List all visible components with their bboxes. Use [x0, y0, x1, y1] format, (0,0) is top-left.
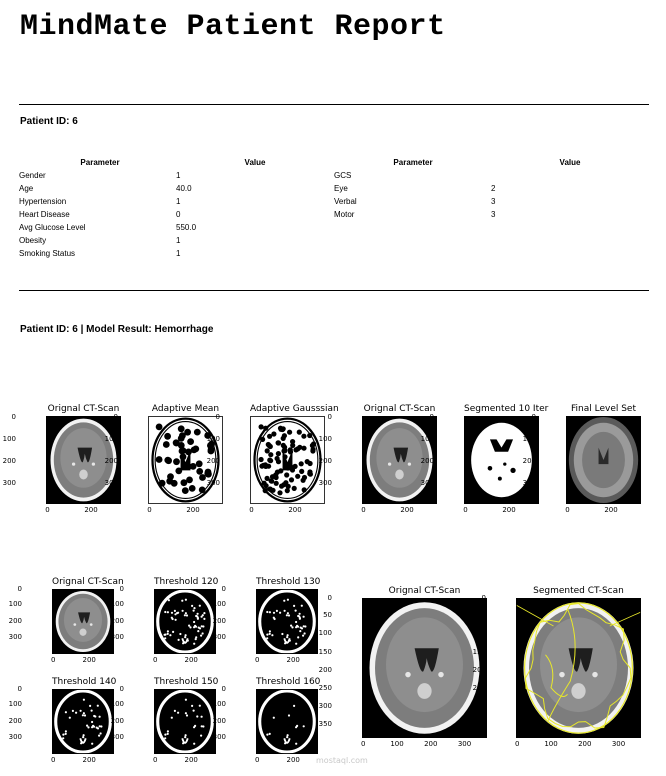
large-panel-2-xtick: 0	[515, 740, 520, 748]
value-glucose: 550.0	[176, 223, 197, 232]
row1-panel-5-xtick: 200	[502, 506, 516, 514]
param-age: Age	[19, 184, 34, 193]
grid-panel-5-ytick: 100	[110, 700, 124, 709]
row1-panel-2-ytick: 0	[113, 412, 118, 421]
row1-panel-2-ytick: 100	[104, 434, 118, 443]
value-hypertension: 1	[176, 197, 181, 206]
large-panel-1-xtick: 200	[424, 740, 438, 748]
row1-panel-4-ytick: 100	[318, 434, 332, 443]
grid-panel-6-ytick: 0	[221, 685, 226, 694]
grid-panel-3-ytick: 200	[212, 616, 226, 625]
large-panel-1-ytick: 50	[323, 611, 332, 620]
grid-panel-2-xtick: 200	[184, 656, 198, 664]
row1-panel-3-ytick: 200	[206, 456, 220, 465]
large-panel-1-ytick: 0	[327, 594, 332, 603]
row1-panel-6-ytick: 100	[522, 434, 536, 443]
grid-panel-5-title: Threshold 150	[154, 677, 219, 687]
value-verbal: 3	[491, 197, 496, 206]
grid-panel-2-ytick: 100	[110, 600, 124, 609]
divider-middle	[19, 290, 649, 291]
grid-panel-5-xtick: 200	[184, 756, 198, 764]
row1-panel-3-xtick: 0	[249, 506, 254, 514]
model-result-line: Patient ID: 6 | Model Result: Hemorrhage	[20, 324, 214, 335]
grid-panel-1-title: Orignal CT-Scan	[52, 577, 124, 587]
row1-panel-3-ytick: 300	[206, 478, 220, 487]
grid-panel-2-title: Threshold 120	[154, 577, 219, 587]
large-panel-1-ytick: 100	[318, 629, 332, 638]
grid-panel-4-ytick: 300	[8, 732, 22, 741]
table-header-parameter-1: Parameter	[80, 158, 120, 167]
param-glucose: Avg Glucose Level	[19, 223, 86, 232]
parameter-table	[0, 0, 666, 270]
grid-panel-3-xtick: 0	[255, 656, 260, 664]
grid-panel-4-ytick: 200	[8, 716, 22, 725]
row1-panel-1-ytick: 200	[2, 456, 16, 465]
large-panel-1-xtick: 100	[390, 740, 404, 748]
row1-panel-5-ytick: 200	[420, 456, 434, 465]
row1-panel-5-ytick: 300	[420, 478, 434, 487]
param-gcs: GCS	[334, 171, 352, 180]
grid-panel-4-title: Threshold 140	[52, 677, 117, 687]
row1-panel-3-xtick: 200	[288, 506, 302, 514]
value-age: 40.0	[176, 184, 192, 193]
row1-panel-2-xtick: 200	[186, 506, 200, 514]
grid-panel-5-ytick: 300	[110, 732, 124, 741]
param-heart-disease: Heart Disease	[19, 210, 70, 219]
large-panel-2-ytick: 300	[472, 702, 486, 711]
large-panel-1-title: Orignal CT-Scan	[388, 586, 461, 596]
param-obesity: Obesity	[19, 236, 47, 245]
large-panel-2-ytick: 100	[472, 629, 486, 638]
grid-panel-5-ytick: 0	[119, 685, 124, 694]
row1-panel-5-ytick: 100	[420, 434, 434, 443]
large-panel-1-xtick: 300	[457, 740, 472, 748]
patient-id-line: Patient ID: 6	[20, 116, 78, 127]
large-panel-1-ytick: 200	[318, 665, 332, 674]
grid-panel-6-ytick: 200	[212, 716, 226, 725]
param-eye: Eye	[334, 184, 348, 193]
row1-panel-1-ytick: 100	[2, 434, 16, 443]
value-gender: 1	[176, 171, 181, 180]
row1-panel-5-title: Segmented 10 Iter	[464, 404, 549, 414]
grid-panel-5-ytick: 200	[110, 716, 124, 725]
table-header-value-1: Value	[244, 158, 266, 167]
large-panel-2-ytick: 50	[477, 611, 486, 620]
large-panel-2-image	[516, 598, 641, 738]
grid-panel-4-ytick: 100	[8, 700, 22, 709]
grid-panel-6-ytick: 300	[212, 732, 226, 741]
grid-panel-1-xtick: 0	[51, 656, 56, 664]
row1-panel-5-ytick: 0	[429, 412, 434, 421]
grid-panel-4-xtick: 0	[51, 756, 56, 764]
large-panel-2-title: Segmented CT-Scan	[533, 586, 624, 596]
row1-panel-1-ytick: 0	[11, 412, 16, 421]
row1-panel-6-ytick: 0	[531, 412, 536, 421]
grid-panel-1-xtick: 200	[82, 656, 96, 664]
row1-panel-4-ytick: 0	[327, 412, 332, 421]
row1-panel-4-title: Orignal CT-Scan	[363, 404, 436, 414]
row1-panel-2-title: Adaptive Mean	[151, 404, 220, 414]
grid-panel-6-ytick: 100	[212, 700, 226, 709]
row1-panel-2-ytick: 300	[104, 478, 118, 487]
grid-panel-1-ytick: 100	[8, 600, 22, 609]
value-smoking: 1	[176, 249, 181, 258]
param-gender: Gender	[19, 171, 46, 180]
grid-panel-5-xtick: 0	[153, 756, 158, 764]
value-heart-disease: 0	[176, 210, 181, 219]
grid-panel-1-ytick: 300	[8, 632, 22, 641]
grid-panel-6-xtick: 0	[255, 756, 260, 764]
row1-panel-3-ytick: 0	[215, 412, 220, 421]
grid-panel-3-xtick: 200	[286, 656, 300, 664]
grid-panel-3-ytick: 300	[212, 632, 226, 641]
row1-panel-4-ytick: 300	[318, 478, 332, 487]
row1-panel-3-title: Adaptive Gausssian	[250, 404, 339, 414]
large-panel-2-ytick: 250	[472, 684, 486, 692]
large-panel-2-xtick: 300	[611, 740, 626, 748]
grid-panel-2-ytick: 300	[110, 632, 124, 641]
row1-panel-4-ytick: 200	[318, 456, 332, 465]
large-panel-2-ytick: 200	[472, 665, 486, 674]
large-panel-2-ytick: 350	[472, 720, 486, 729]
grid-panel-1-ytick: 200	[8, 616, 22, 625]
value-obesity: 1	[176, 236, 181, 245]
grid-panel-6-xtick: 200	[286, 756, 300, 764]
row1-panel-6-ytick: 200	[522, 456, 536, 465]
grid-panel-2-xtick: 0	[153, 656, 158, 664]
grid-panel-4-xtick: 200	[82, 756, 96, 764]
large-panel-1-ytick: 150	[318, 647, 332, 656]
large-panel-1-ytick: 350	[318, 720, 332, 729]
table-header-parameter-2: Parameter	[393, 158, 433, 167]
value-motor: 3	[491, 210, 496, 219]
param-motor: Motor	[334, 210, 355, 219]
large-panel-1-ytick: 250	[318, 684, 332, 692]
row1-panel-4-xtick: 200	[400, 506, 414, 514]
param-hypertension: Hypertension	[19, 197, 67, 206]
grid-panel-4-ytick: 0	[17, 685, 22, 694]
large-panel-1-ytick: 300	[318, 702, 332, 711]
report-title: MindMate Patient Report	[20, 10, 446, 44]
watermark: mostaql.com	[316, 756, 368, 765]
param-verbal: Verbal	[334, 197, 357, 206]
grid-panel-6-title: Threshold 160	[256, 677, 321, 687]
large-panel-2-xtick: 100	[544, 740, 558, 748]
row1-panel-2-ytick: 200	[104, 456, 118, 465]
grid-panel-3-ytick: 100	[212, 600, 226, 609]
row1-panel-1-ytick: 300	[2, 478, 16, 487]
row1-panel-3-ytick: 100	[206, 434, 220, 443]
large-panel-2-xtick: 200	[578, 740, 592, 748]
row1-panel-2-xtick: 0	[147, 506, 152, 514]
row1-panel-1-title: Orignal CT-Scan	[47, 404, 120, 414]
row1-panel-6-xtick: 200	[604, 506, 618, 514]
row1-panel-6-image	[566, 416, 641, 504]
large-panel-1-xtick: 0	[361, 740, 366, 748]
grid-panel-3-ytick: 0	[221, 585, 226, 594]
grid-panel-3-title: Threshold 130	[256, 577, 321, 587]
large-panel-2-ytick: 0	[481, 594, 486, 603]
row1-panel-6-title: Final Level Set	[571, 404, 636, 414]
row1-panel-4-xtick: 0	[361, 506, 366, 514]
param-smoking: Smoking Status	[19, 249, 76, 258]
grid-panel-2-ytick: 0	[119, 585, 124, 594]
row1-panel-1-xtick: 200	[84, 506, 98, 514]
grid-panel-2-ytick: 200	[110, 616, 124, 625]
row1-panel-5-xtick: 0	[463, 506, 468, 514]
row1-panel-6-xtick: 0	[565, 506, 570, 514]
value-eye: 2	[491, 184, 496, 193]
grid-panel-1-ytick: 0	[17, 585, 22, 594]
table-header-value-2: Value	[559, 158, 581, 167]
row1-panel-1-xtick: 0	[45, 506, 50, 514]
large-panel-2-ytick: 150	[472, 647, 486, 656]
row1-panel-6-ytick: 300	[522, 478, 536, 487]
